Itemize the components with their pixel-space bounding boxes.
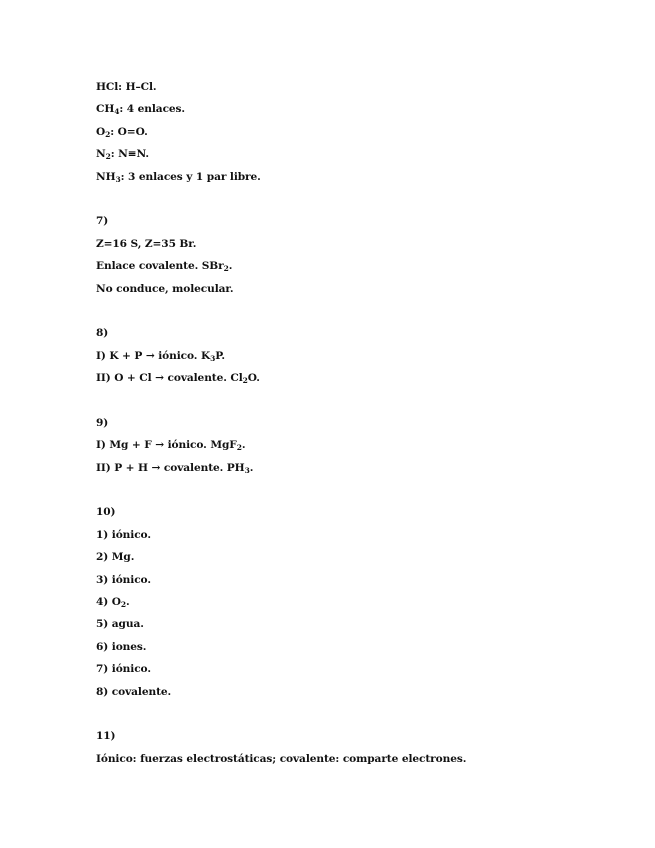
text-run: : 3 enlaces y 1 par libre. xyxy=(120,170,261,183)
text-line xyxy=(96,501,616,523)
subscript: 3 xyxy=(115,174,121,184)
subscript: 2 xyxy=(105,129,111,139)
text-run: 7) xyxy=(96,215,109,228)
text-run: 8) xyxy=(96,327,109,340)
text-run: Z=16 S, Z=35 Br. xyxy=(96,237,197,250)
text-run: : 4 enlaces. xyxy=(119,103,186,116)
text-line xyxy=(96,367,616,389)
text-run: 1) iónico. xyxy=(96,528,151,541)
text-run: 8) covalente. xyxy=(96,685,172,698)
subscript: 3 xyxy=(210,353,216,363)
blank-line xyxy=(96,703,616,725)
text-run: . xyxy=(228,260,233,273)
subscript: 2 xyxy=(236,443,242,453)
text-line xyxy=(96,278,616,300)
text-line xyxy=(96,524,616,546)
text-line xyxy=(96,591,616,613)
text-run: 4) O xyxy=(96,595,121,608)
text-line xyxy=(96,569,616,591)
text-run: II) O + Cl → covalente. Cl xyxy=(96,372,243,385)
subscript: 2 xyxy=(242,376,248,386)
text-line xyxy=(96,681,616,703)
text-line xyxy=(96,412,616,434)
text-line xyxy=(96,76,616,98)
text-line xyxy=(96,345,616,367)
blank-line xyxy=(96,389,616,411)
text-run: O. xyxy=(247,372,260,385)
text-line xyxy=(96,233,616,255)
text-run: 9) xyxy=(96,416,109,429)
text-line xyxy=(96,613,616,635)
text-run: . xyxy=(249,461,254,474)
text-line xyxy=(96,98,616,120)
text-line xyxy=(96,546,616,568)
blank-line xyxy=(96,188,616,210)
text-line xyxy=(96,434,616,456)
text-run: HCl: H–Cl. xyxy=(96,81,157,93)
text-line xyxy=(96,658,616,680)
text-run: . xyxy=(126,595,130,608)
text-run: 10) xyxy=(96,506,116,519)
subscript: 4 xyxy=(114,107,120,117)
text-run: I) K + P → iónico. K xyxy=(96,349,211,362)
text-line xyxy=(96,255,616,277)
text-run: No conduce, molecular. xyxy=(96,282,234,295)
text-line xyxy=(96,166,616,188)
text-run: O xyxy=(96,125,106,138)
text-run: I) Mg + F → iónico. MgF xyxy=(96,439,237,452)
text-line xyxy=(96,748,616,770)
text-run: 7) iónico. xyxy=(96,663,151,676)
text-run: 3) iónico. xyxy=(96,573,151,586)
subscript: 2 xyxy=(105,152,111,162)
text-run: N xyxy=(96,148,106,161)
subscript: 2 xyxy=(120,599,127,609)
text-run: II) P + H → covalente. PH xyxy=(96,461,245,474)
text-line xyxy=(96,725,616,747)
text-line xyxy=(96,457,616,479)
text-run: : N≡N. xyxy=(110,148,149,161)
text-line xyxy=(96,322,616,344)
subscript: 2 xyxy=(223,264,229,274)
text-run: CH xyxy=(96,103,115,116)
text-run: Iónico: fuerzas electrostáticas; covalente: comparte electrones. xyxy=(96,752,467,765)
subscript: 3 xyxy=(244,465,250,475)
blank-line xyxy=(96,300,616,322)
text-line xyxy=(96,143,616,165)
text-line xyxy=(96,121,616,143)
text-run: P. xyxy=(215,349,225,362)
text-run: NH xyxy=(96,170,116,183)
text-run: 2) Mg. xyxy=(96,551,135,564)
text-line xyxy=(96,636,616,658)
text-line xyxy=(96,210,616,232)
blank-line xyxy=(96,479,616,501)
text-run: 5) agua. xyxy=(96,618,144,631)
text-run: 11) xyxy=(96,730,116,743)
text-run: . xyxy=(241,439,246,452)
text-run: 6) iones. xyxy=(96,640,147,653)
text-run: Enlace covalente. SBr xyxy=(96,260,224,273)
document-body xyxy=(96,76,616,770)
text-run: : O=O. xyxy=(110,125,148,138)
